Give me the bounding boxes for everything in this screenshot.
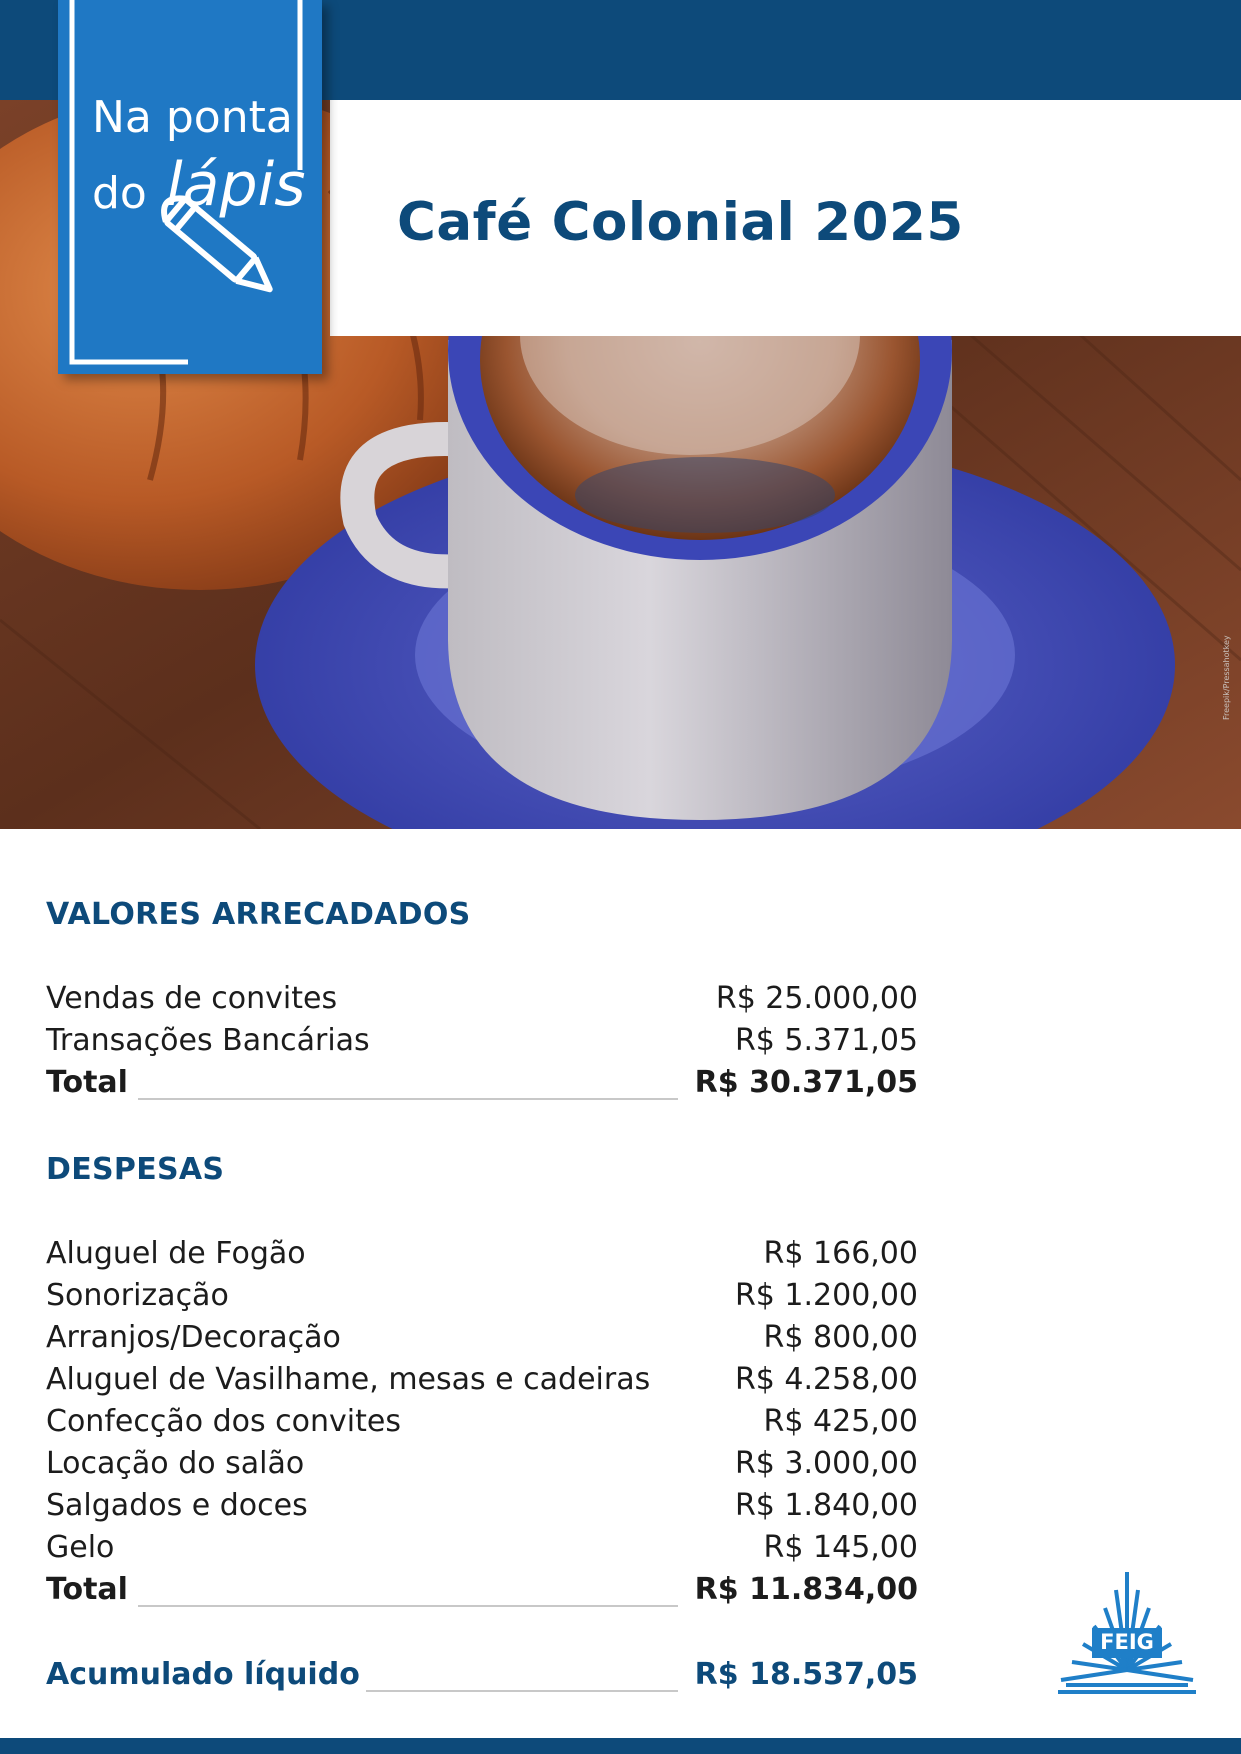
- badge-line-1: Na ponta: [92, 92, 293, 143]
- expense-amount: R$ 1.200,00: [734, 1278, 918, 1313]
- income-label: Vendas de convites: [46, 981, 338, 1016]
- expense-amount: R$ 800,00: [763, 1320, 918, 1355]
- expenses-total-label: Total: [46, 1572, 128, 1607]
- expense-row: [46, 1530, 918, 1570]
- income-heading: VALORES ARRECADADOS: [46, 897, 471, 932]
- net-total-label: Acumulado líquido: [46, 1657, 360, 1692]
- badge-line-2-prefix: do: [92, 168, 147, 219]
- expense-amount: R$ 4.258,00: [734, 1362, 918, 1397]
- expense-row: [46, 1404, 918, 1444]
- expense-label: Sonorização: [46, 1278, 229, 1313]
- expense-amount: R$ 3.000,00: [734, 1446, 918, 1481]
- expense-row: [46, 1362, 918, 1402]
- leader-line: [138, 1605, 678, 1607]
- expenses-total-row: [46, 1572, 918, 1612]
- expenses-total-amount: R$ 11.834,00: [694, 1572, 918, 1607]
- expense-amount: R$ 425,00: [763, 1404, 918, 1439]
- income-total-row: [46, 1065, 918, 1105]
- expense-label: Aluguel de Fogão: [46, 1236, 306, 1271]
- net-total-amount: R$ 18.537,05: [694, 1657, 918, 1692]
- leader-line: [138, 1098, 678, 1100]
- income-row: [46, 981, 918, 1021]
- leader-line: [366, 1690, 678, 1692]
- income-total-amount: R$ 30.371,05: [694, 1065, 918, 1100]
- badge-line-2-emphasis: lápis: [166, 150, 306, 220]
- income-row: [46, 1023, 918, 1063]
- feig-logo: [1056, 1570, 1198, 1696]
- expense-label: Salgados e doces: [46, 1488, 308, 1523]
- expense-label: Arranjos/Decoração: [46, 1320, 341, 1355]
- expense-label: Locação do salão: [46, 1446, 305, 1481]
- expense-row: [46, 1278, 918, 1318]
- net-total-row: [46, 1657, 918, 1697]
- photo-credit: Freepik/Pressahotkey: [1222, 635, 1231, 720]
- na-ponta-do-lapis-badge: [58, 0, 322, 374]
- income-total-label: Total: [46, 1065, 128, 1100]
- expense-amount: R$ 1.840,00: [734, 1488, 918, 1523]
- expense-amount: R$ 166,00: [763, 1236, 918, 1271]
- page-title: Café Colonial 2025: [397, 192, 964, 253]
- expense-row: [46, 1320, 918, 1360]
- expense-label: Gelo: [46, 1530, 115, 1565]
- expense-label: Confecção dos convites: [46, 1404, 401, 1439]
- title-panel: [330, 100, 1241, 336]
- expense-row: [46, 1488, 918, 1528]
- expense-label: Aluguel de Vasilhame, mesas e cadeiras: [46, 1362, 651, 1397]
- expense-row: [46, 1236, 918, 1276]
- income-amount: R$ 5.371,05: [734, 1023, 918, 1058]
- expenses-heading: DESPESAS: [46, 1152, 225, 1187]
- footer-band: [0, 1738, 1241, 1754]
- expense-amount: R$ 145,00: [763, 1530, 918, 1565]
- feig-logo-text: FEIG: [1100, 1630, 1154, 1654]
- pencil-icon: [58, 0, 322, 374]
- income-label: Transações Bancárias: [46, 1023, 370, 1058]
- expense-row: [46, 1446, 918, 1486]
- income-amount: R$ 25.000,00: [715, 981, 918, 1016]
